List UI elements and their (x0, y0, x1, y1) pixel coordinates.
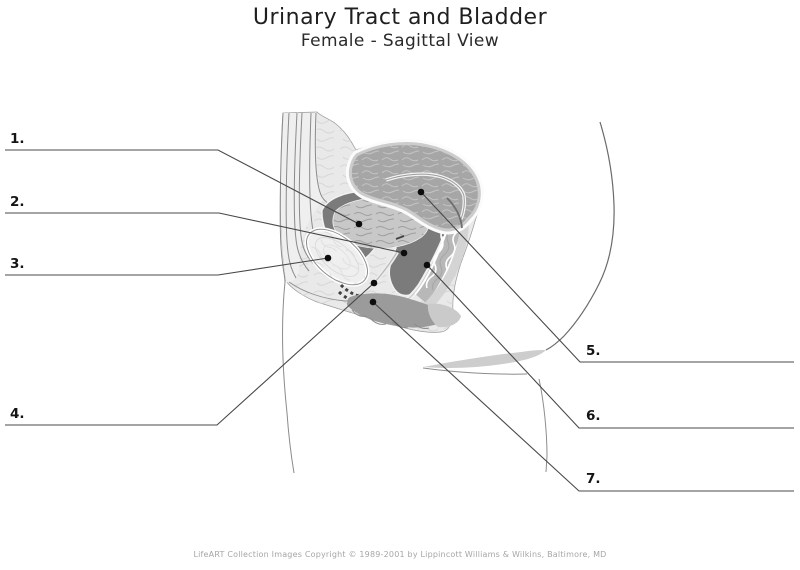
leader-line-5 (421, 192, 794, 362)
leader-line-3 (5, 258, 328, 275)
copyright-text: LifeART Collection Images Copyright © 1989-2001 by Lippincott Williams & Wilkins, Baltimore, MD (193, 550, 607, 559)
leader-line-6 (427, 265, 794, 428)
marker-dot-1 (356, 221, 363, 228)
marker-dot-7 (370, 299, 377, 306)
label-1: 1. (10, 131, 25, 147)
gluteal-fold (423, 350, 547, 472)
label-6: 6. (586, 408, 601, 424)
label-5: 5. (586, 343, 601, 359)
label-3: 3. (10, 256, 25, 272)
label-7: 7. (586, 471, 601, 487)
marker-dot-5 (418, 189, 425, 196)
marker-dot-2 (401, 250, 408, 257)
marker-dot-3 (325, 255, 332, 262)
body-outline (546, 122, 614, 350)
marker-dot-6 (424, 262, 431, 269)
page-title: Urinary Tract and Bladder (252, 5, 548, 30)
leader-line-4 (5, 283, 374, 425)
marker-dot-4 (371, 280, 378, 287)
page-subtitle: Female - Sagittal View (300, 31, 500, 51)
thigh-front-line (283, 282, 294, 473)
label-4: 4. (10, 406, 25, 422)
label-2: 2. (10, 194, 25, 210)
